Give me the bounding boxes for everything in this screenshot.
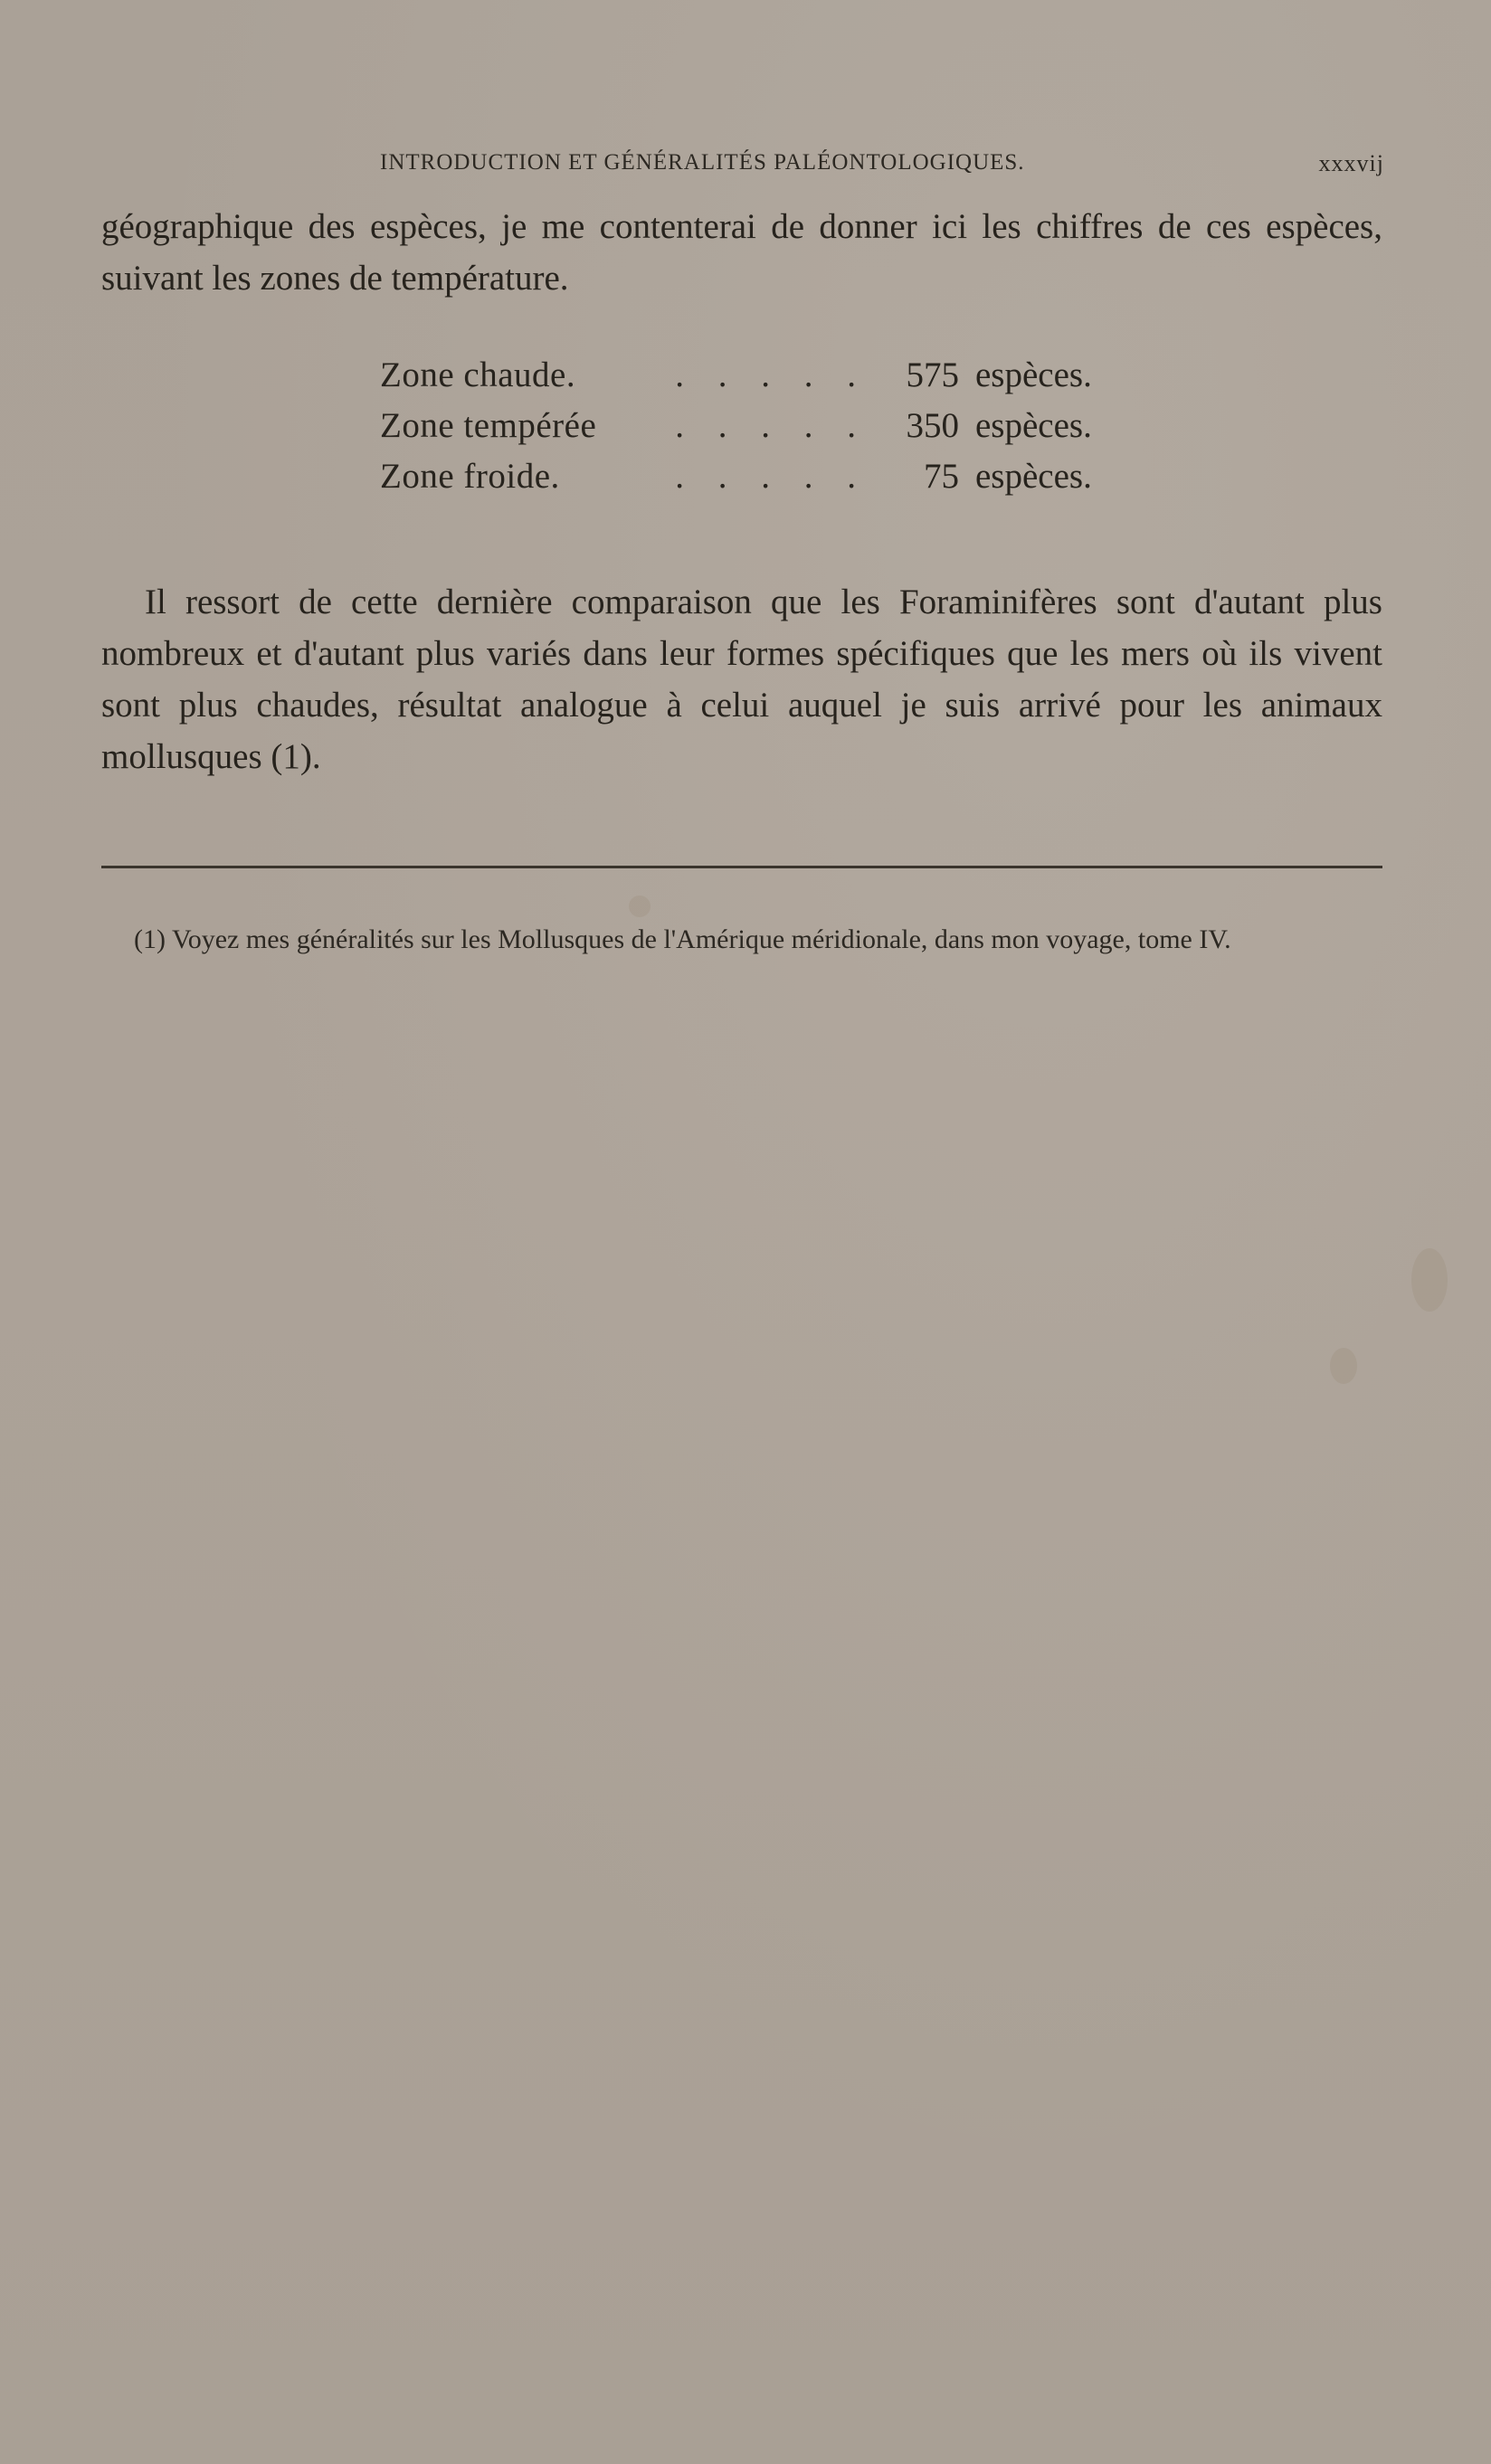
running-header — [380, 150, 1384, 186]
header-title: INTRODUCTION ET GÉNÉRALITÉS PALÉONTOLOGIQUES. — [380, 150, 1025, 175]
zone-leader-dots: . . . . . — [675, 406, 869, 445]
zone-unit: espèces. — [975, 406, 1092, 445]
paper-stain — [1330, 1348, 1357, 1384]
page-number: xxxvij — [1318, 150, 1384, 176]
zone-row — [380, 405, 1122, 456]
paragraph-2: Il ressort de cette dernière comparaison que les Foraminifères sont d'autant plus nombreux et d'autant plus variés dans leur formes spécifiques que les mers où ils vivent sont plus chaudes, résultat analogue à celui auquel je suis arrivé pour les animaux mollusques (1). — [101, 583, 1382, 776]
zone-label: Zone chaude. — [380, 355, 576, 394]
paper-stain — [1411, 1248, 1448, 1312]
paragraph-1: géographique des espèces, je me contenterai de donner ici les chiffres de ces espèces, suivant les zones de température. — [101, 207, 1382, 298]
footnote-divider — [101, 866, 1382, 868]
zone-count: 350 — [906, 406, 959, 445]
paper-stain — [629, 896, 651, 917]
zone-label: Zone tempérée — [380, 406, 597, 445]
zone-table — [380, 355, 1122, 507]
zone-row — [380, 355, 1122, 405]
zone-count: 75 — [924, 457, 959, 496]
zone-label: Zone froide. — [380, 457, 560, 496]
zone-unit: espèces. — [975, 355, 1092, 394]
zone-leader-dots: . . . . . — [675, 355, 869, 394]
zone-leader-dots: . . . . . — [675, 457, 869, 496]
footnote: (1) Voyez mes généralités sur les Mollusques de l'Amérique méridionale, dans mon voyage, tome IV. — [134, 924, 1231, 954]
zone-count: 575 — [906, 355, 959, 394]
zone-unit: espèces. — [975, 457, 1092, 496]
zone-row — [380, 456, 1122, 507]
